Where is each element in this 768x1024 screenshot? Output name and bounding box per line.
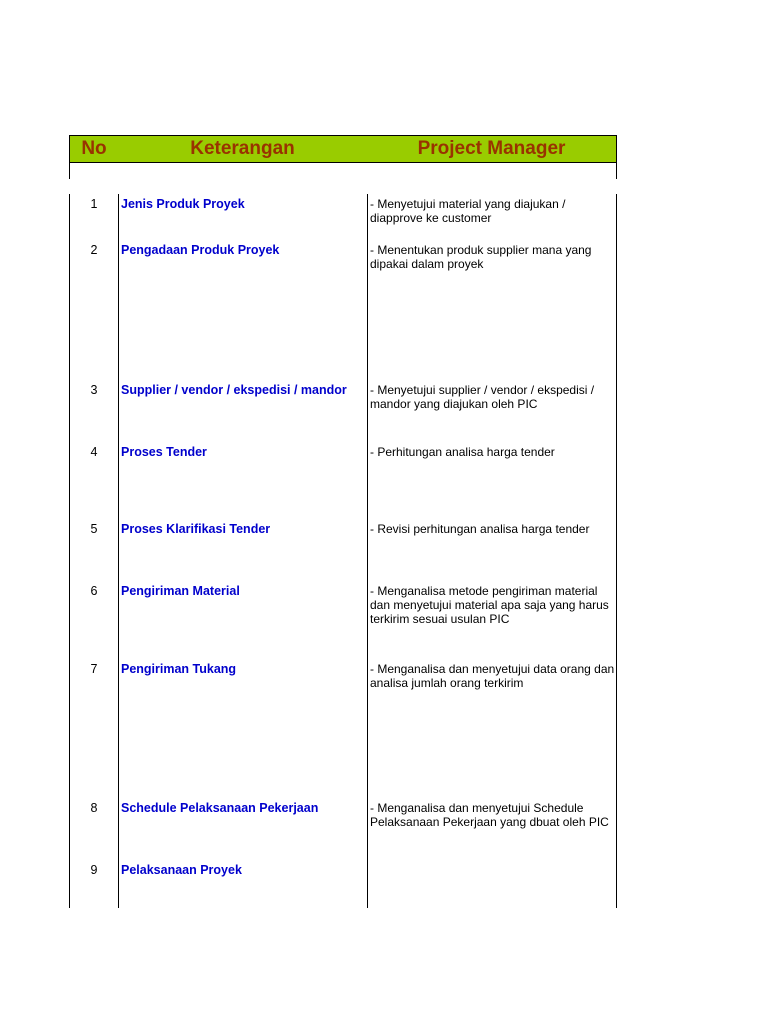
table-row <box>69 243 617 271</box>
row-keterangan: Pengiriman Material <box>121 584 240 598</box>
table-border-left-top <box>69 163 70 179</box>
row-keterangan: Pengiriman Tukang <box>121 662 237 676</box>
row-keterangan: Proses Tender <box>121 445 207 459</box>
row-number: 2 <box>90 243 98 257</box>
row-project-manager: - Menganalisa dan menyetujui data orang dan analisa jumlah orang terkirim <box>370 662 615 690</box>
row-project-manager: - Menyetujui supplier / vendor / ekspedisi / mandor yang diajukan oleh PIC <box>370 383 595 411</box>
row-project-manager: - Menyetujui material yang diajukan / diapprove ke customer <box>370 197 566 225</box>
row-keterangan: Pengadaan Produk Proyek <box>121 243 280 257</box>
table-row <box>69 383 617 411</box>
row-keterangan: Jenis Produk Proyek <box>121 197 245 211</box>
row-number: 1 <box>90 197 98 211</box>
row-number: 3 <box>90 383 98 397</box>
row-number: 8 <box>90 801 98 815</box>
table-row <box>69 863 617 877</box>
row-keterangan: Pelaksanaan Proyek <box>121 863 242 877</box>
table-row <box>69 197 617 225</box>
row-project-manager: - Revisi perhitungan analisa harga tender <box>370 522 590 536</box>
table-row <box>69 662 617 690</box>
table-border-right-top <box>616 163 617 179</box>
row-project-manager: - Menentukan produk supplier mana yang dipakai dalam proyek <box>370 243 592 271</box>
row-number: 6 <box>90 584 98 598</box>
table-row <box>69 801 617 829</box>
row-project-manager: - Menganalisa metode pengiriman material dan menyetujui material apa saja yang harus terkirim sesuai usulan PIC <box>370 584 609 626</box>
row-keterangan: Proses Klarifikasi Tender <box>121 522 271 536</box>
row-number: 9 <box>90 863 98 877</box>
row-number: 4 <box>90 445 98 459</box>
row-project-manager: - Menganalisa dan menyetujui Schedule Pelaksanaan Pekerjaan yang dbuat oleh PIC <box>370 801 609 829</box>
row-project-manager: - Perhitungan analisa harga tender <box>370 445 555 459</box>
row-number: 7 <box>90 662 98 676</box>
table-row <box>69 445 617 459</box>
row-keterangan: Schedule Pelaksanaan Pekerjaan <box>121 801 319 815</box>
row-number: 5 <box>90 522 98 536</box>
row-keterangan: Supplier / vendor / ekspedisi / mandor <box>121 383 347 397</box>
header-no: No <box>69 135 119 163</box>
header-project-manager: Project Manager <box>367 135 617 163</box>
table-row <box>69 584 617 626</box>
header-keterangan: Keterangan <box>118 135 368 163</box>
table-row <box>69 522 617 536</box>
